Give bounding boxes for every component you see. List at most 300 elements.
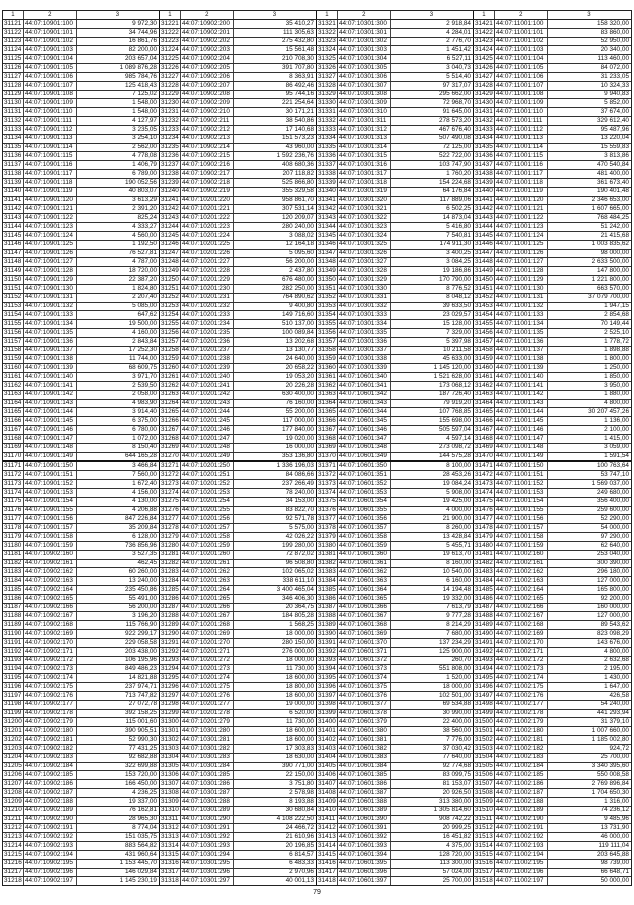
cadastral-number: 44:07:10301:286	[181, 780, 234, 788]
value-cell: 40 001,13	[234, 877, 317, 885]
value-cell: 19 425,00	[391, 498, 474, 506]
row-number: 31356	[317, 329, 338, 337]
cadastral-number: 44:07:11002:185	[495, 771, 548, 779]
cadastral-number: 44:07:10201:234	[181, 320, 234, 328]
row-number: 31124	[3, 46, 24, 54]
table-row	[3, 223, 631, 232]
value-cell: 1 800,00	[604, 355, 629, 363]
cadastral-number: 44:07:10201:269	[181, 630, 234, 638]
table-row	[3, 364, 631, 373]
row-number: 31408	[317, 789, 338, 797]
row-number: 31489	[474, 621, 495, 629]
value-cell: 4 156,00	[77, 489, 160, 497]
row-number: 31517	[474, 869, 495, 877]
row-number: 31203	[3, 745, 24, 753]
row-number: 31458	[474, 347, 495, 355]
row-number: 31156	[3, 329, 24, 337]
row-number: 31427	[474, 73, 495, 81]
cadastral-number: 44:07:10201:251	[181, 471, 234, 479]
row-number: 31291	[160, 639, 181, 647]
row-number: 31235	[160, 144, 181, 152]
cadastral-number: 44:07:10601:381	[338, 736, 391, 744]
cadastral-number: 44:07:10901:137	[24, 347, 77, 355]
cadastral-number: 44:07:10901:103	[24, 46, 77, 54]
row-number: 31386	[317, 595, 338, 603]
value-cell: 28 453,26	[391, 471, 474, 479]
row-number: 31481	[474, 551, 495, 559]
value-cell: 143 676,00	[597, 638, 629, 646]
row-number: 31334	[317, 135, 338, 143]
cadastral-number: 44:07:10902:187	[24, 789, 77, 797]
row-number: 31431	[474, 108, 495, 116]
row-number: 31277	[160, 515, 181, 523]
value-cell: 8 048,12	[391, 294, 474, 302]
cadastral-number: 44:07:10201:223	[181, 223, 234, 231]
value-cell: 1 336 196,03	[234, 462, 317, 470]
row-number: 31365	[317, 408, 338, 416]
row-number: 31266	[160, 417, 181, 425]
cadastral-number: 44:07:10901:112	[24, 126, 77, 134]
cadastral-number: 44:07:10901:117	[24, 170, 77, 178]
cadastral-number: 44:07:11002:184	[495, 763, 548, 771]
table-row	[3, 152, 631, 161]
row-number: 31248	[160, 258, 181, 266]
value-cell: 19 337,00	[77, 798, 160, 806]
value-cell: 1 305 814,60	[391, 807, 474, 815]
cadastral-number: 44:07:10902:204	[181, 55, 234, 63]
table-row	[3, 586, 631, 595]
value-cell: 5 397,98	[391, 338, 474, 346]
cadastral-number: 44:07:10902:211	[181, 117, 234, 125]
value-cell: 125 418,43	[77, 82, 160, 90]
cadastral-number: 44:07:11001:134	[495, 320, 548, 328]
row-number: 31253	[160, 303, 181, 311]
cadastral-number: 44:07:10901:102	[24, 38, 77, 46]
table-row	[3, 144, 631, 153]
cadastral-number: 44:07:10901:158	[24, 533, 77, 541]
table-row	[3, 453, 631, 463]
row-number: 31286	[160, 595, 181, 603]
cadastral-number: 44:07:10601:397	[338, 877, 391, 885]
value-cell: 119 111,04	[598, 842, 629, 849]
value-cell: 4 560,00	[77, 232, 160, 240]
value-cell: 21 610,96	[234, 833, 317, 841]
table-row	[3, 621, 631, 630]
row-number: 31395	[317, 674, 338, 682]
cadastral-number: 44:07:10201:243	[181, 400, 234, 408]
row-number: 31361	[317, 373, 338, 381]
row-number: 31381	[317, 551, 338, 559]
header-cell: 2	[181, 11, 234, 19]
row-number: 31339	[317, 179, 338, 187]
value-cell: 160 000,00	[597, 603, 629, 611]
value-cell: 22 387,20	[77, 276, 160, 284]
cadastral-number: 44:07:10902:209	[181, 99, 234, 107]
row-number: 31444	[474, 223, 495, 231]
value-cell: 2 100,00	[604, 426, 629, 433]
row-number: 31507	[474, 780, 495, 788]
row-number: 31193	[3, 657, 24, 665]
value-cell: 25 700,00	[391, 877, 474, 885]
value-cell: 40 803,07	[77, 188, 160, 196]
value-cell: 82 200,00	[77, 46, 160, 54]
value-cell: 77 640,00	[391, 754, 474, 762]
cadastral-number: 44:07:10301:315	[338, 152, 391, 160]
value-cell: 2 769 896,84	[591, 780, 629, 787]
value-cell: 2 918,84	[391, 20, 474, 28]
table-row	[3, 126, 631, 135]
row-number: 31247	[160, 250, 181, 258]
row-number: 31257	[160, 338, 181, 346]
value-cell: 5 085,00	[77, 303, 160, 311]
value-cell: 4 333,27	[77, 223, 160, 231]
value-cell: 1 136,00	[604, 417, 629, 424]
cadastral-number: 44:07:11001:110	[495, 108, 548, 116]
table-row	[3, 877, 631, 885]
value-cell: 35 410,27	[234, 20, 317, 28]
cadastral-number: 44:07:10201:275	[181, 683, 234, 691]
value-cell: 275 432,80	[234, 38, 317, 46]
cadastral-number: 44:07:11002:192	[495, 833, 548, 841]
cadastral-number: 44:07:10201:242	[181, 391, 234, 399]
value-cell: 985 784,76	[77, 73, 160, 81]
row-number: 31170	[3, 453, 24, 461]
value-cell: 30 990,00	[391, 710, 474, 718]
value-cell: 5 852,00	[604, 99, 629, 107]
table-row	[3, 46, 631, 55]
value-cell: 144 575,28	[391, 453, 474, 461]
value-cell: 37 079 700,00	[588, 293, 629, 301]
value-cell: 8 160,00	[391, 560, 474, 568]
cadastral-number: 44:07:10902:164	[24, 586, 77, 594]
value-cell: 958 861,70	[234, 197, 317, 205]
cadastral-number: 44:07:10901:115	[24, 152, 77, 160]
value-cell: 507 490,08	[391, 135, 474, 143]
value-cell: 282 250,00	[234, 285, 317, 293]
value-cell: 260,70	[391, 657, 474, 665]
value-cell: 18 600,00	[234, 736, 317, 744]
value-cell: 10 324,33	[600, 81, 629, 89]
value-cell: 4 778,08	[77, 152, 160, 160]
row-number: 31332	[317, 117, 338, 125]
row-number: 31492	[474, 648, 495, 656]
row-number: 31312	[160, 824, 181, 832]
row-number: 31181	[3, 551, 24, 559]
header-cell: 3	[587, 12, 591, 18]
cadastral-number: 44:07:10901:159	[24, 542, 77, 550]
cadastral-number: 44:07:11002:187	[495, 789, 548, 797]
cadastral-number: 44:07:11001:157	[495, 524, 548, 532]
table-row	[3, 250, 631, 259]
row-number: 31485	[474, 586, 495, 594]
row-number: 31128	[3, 82, 24, 90]
value-cell: 1 406,79	[77, 161, 160, 169]
row-number: 31288	[160, 612, 181, 620]
value-cell: 174 911,30	[391, 241, 474, 249]
cadastral-number: 44:07:10902:177	[24, 701, 77, 709]
cadastral-number: 44:07:10901:109	[24, 99, 77, 107]
value-cell: 630 400,00	[234, 391, 317, 399]
value-cell: 34 744,96	[77, 29, 160, 37]
cadastral-number: 44:07:10301:305	[338, 64, 391, 72]
row-number: 31470	[474, 453, 495, 461]
table-row	[3, 736, 631, 745]
table-row	[3, 710, 631, 719]
table-row	[3, 435, 631, 444]
value-cell: 3 950,00	[604, 381, 629, 389]
cadastral-number: 44:07:10901:122	[24, 214, 77, 222]
cadastral-number: 44:07:10901:153	[24, 489, 77, 497]
value-cell: 210 708,30	[234, 55, 317, 63]
cadastral-number: 44:07:10902:210	[181, 108, 234, 116]
value-cell: 353 136,80	[234, 453, 317, 461]
value-cell: 550 008,58	[597, 771, 629, 779]
row-number: 31439	[474, 179, 495, 187]
value-cell: 107 768,85	[391, 408, 474, 416]
ledger-table	[2, 10, 632, 886]
row-number: 31138	[3, 170, 24, 178]
row-number: 31243	[160, 214, 181, 222]
cadastral-number: 44:07:11001:130	[495, 285, 548, 293]
value-cell: 199 280,00	[234, 542, 317, 550]
table-row	[3, 320, 631, 329]
row-number: 31462	[474, 382, 495, 390]
cadastral-number: 44:07:11001:132	[495, 303, 548, 311]
value-cell: 38 540,86	[234, 117, 317, 125]
value-cell: 72 872,02	[234, 551, 317, 559]
cadastral-number: 44:07:10902:174	[24, 674, 77, 682]
row-number: 31289	[160, 621, 181, 629]
row-number: 31359	[317, 355, 338, 363]
value-cell: 1 072,00	[77, 435, 160, 443]
value-cell: 1 548,00	[77, 108, 160, 116]
row-number: 31125	[3, 55, 24, 63]
cadastral-number: 44:07:10301:296	[181, 869, 234, 877]
cadastral-number: 44:07:10301:333	[338, 311, 391, 319]
cadastral-number: 44:07:10301:334	[338, 320, 391, 328]
cadastral-number: 44:07:11001:138	[495, 355, 548, 363]
cadastral-number: 44:07:10201:229	[181, 276, 234, 284]
value-cell: 1 568,25	[234, 621, 317, 629]
cadastral-number: 44:07:10601:361	[338, 560, 391, 568]
value-cell: 18 000,00	[391, 683, 474, 691]
row-number: 31280	[160, 542, 181, 550]
value-cell: 2 632,68	[604, 656, 629, 664]
value-cell: 713 747,82	[77, 692, 160, 700]
value-cell: 6 502,25	[391, 205, 474, 213]
row-number: 31168	[3, 435, 24, 443]
row-number: 31292	[160, 648, 181, 656]
row-number: 31208	[3, 789, 24, 797]
row-number: 31383	[317, 568, 338, 576]
cadastral-number: 44:07:11002:182	[495, 745, 548, 753]
value-cell: 8 150,40	[77, 444, 160, 452]
cadastral-number: 44:07:11001:146	[495, 426, 548, 434]
cadastral-number: 44:07:11002:162	[495, 568, 548, 576]
table-row	[3, 64, 631, 73]
row-number: 31169	[3, 444, 24, 452]
row-number: 31471	[474, 462, 495, 470]
value-cell: 17 252,30	[77, 347, 160, 355]
value-cell: 3 196,20	[77, 612, 160, 620]
value-cell: 13 240,00	[77, 577, 160, 585]
cadastral-number: 44:07:10902:162	[24, 568, 77, 576]
cadastral-number: 44:07:10902:202	[181, 38, 234, 46]
cadastral-number: 44:07:11001:154	[495, 498, 548, 506]
cadastral-number: 44:07:10301:280	[181, 727, 234, 735]
value-cell: 237 266,49	[234, 480, 317, 488]
row-number: 31273	[160, 480, 181, 488]
row-number: 31202	[3, 736, 24, 744]
cadastral-number: 44:07:10902:208	[181, 91, 234, 99]
cadastral-number: 44:07:11001:140	[495, 373, 548, 381]
cadastral-number: 44:07:10601:369	[338, 630, 391, 638]
cadastral-number: 44:07:11001:123	[495, 223, 548, 231]
cadastral-number: 44:07:11001:115	[495, 152, 548, 160]
cadastral-number: 44:07:10201:253	[181, 489, 234, 497]
cadastral-number: 44:07:10601:345	[338, 417, 391, 425]
header-cell: 2	[24, 11, 77, 19]
cadastral-number: 44:07:11002:171	[495, 648, 548, 656]
row-number: 31466	[474, 417, 495, 425]
row-number: 31161	[3, 373, 24, 381]
value-cell: 76 162,81	[77, 807, 160, 815]
cadastral-number: 44:07:10902:205	[181, 64, 234, 72]
value-cell: 1 592 236,76	[234, 152, 317, 160]
table-row	[3, 108, 631, 117]
cadastral-number: 44:07:11002:165	[495, 595, 548, 603]
value-cell: 346 406,30	[234, 595, 317, 603]
cadastral-number: 44:07:10201:276	[181, 692, 234, 700]
cadastral-number: 44:07:10301:291	[181, 824, 234, 832]
row-number: 31129	[3, 91, 24, 99]
cadastral-number: 44:07:10902:169	[24, 630, 77, 638]
value-cell: 7 540,81	[391, 232, 474, 240]
cadastral-number: 44:07:11001:107	[495, 82, 548, 90]
table-row	[3, 727, 631, 736]
row-number: 31218	[3, 877, 24, 885]
cadastral-number: 44:07:10601:373	[338, 665, 391, 673]
cadastral-number: 44:07:11001:126	[495, 250, 548, 258]
row-number: 31486	[474, 595, 495, 603]
value-cell: 19 500,00	[77, 320, 160, 328]
cadastral-number: 44:07:11002:179	[495, 718, 548, 726]
value-cell: 92 200,00	[600, 594, 629, 602]
row-number: 31149	[3, 267, 24, 275]
cadastral-number: 44:07:10601:371	[338, 648, 391, 656]
row-number: 31159	[3, 355, 24, 363]
table-row	[3, 29, 631, 38]
row-number: 31201	[3, 727, 24, 735]
cadastral-number: 44:07:11001:145	[495, 417, 548, 425]
row-number: 31132	[3, 117, 24, 125]
value-cell: 235 450,86	[77, 586, 160, 594]
value-cell: 14 821,88	[77, 674, 160, 682]
table-row	[3, 754, 631, 763]
value-cell: 6 780,00	[77, 426, 160, 434]
cadastral-number: 44:07:10902:170	[24, 639, 77, 647]
value-cell: 18 600,00	[234, 674, 317, 682]
value-cell: 42 026,22	[234, 533, 317, 541]
row-number: 31210	[3, 807, 24, 815]
value-cell: 76 527,81	[77, 250, 160, 258]
cadastral-number: 44:07:10902:179	[24, 718, 77, 726]
row-number: 31160	[3, 364, 24, 372]
cadastral-number: 44:07:10601:372	[338, 657, 391, 665]
row-number: 31390	[317, 630, 338, 638]
value-cell: 20 658,22	[234, 364, 317, 372]
cadastral-number: 44:07:11001:153	[495, 489, 548, 497]
value-cell: 146 029,84	[77, 869, 160, 877]
value-cell: 392 158,25	[77, 710, 160, 718]
value-cell: 1 415,00	[604, 434, 629, 442]
value-cell: 46 000,00	[600, 833, 629, 840]
cadastral-number: 44:07:11002:174	[495, 674, 548, 682]
value-cell: 84 086,66	[234, 471, 317, 479]
value-cell: 20 196,85	[234, 842, 317, 850]
value-cell: 19 332,00	[391, 595, 474, 603]
cadastral-number: 44:07:11001:143	[495, 400, 548, 408]
row-number: 31516	[474, 860, 495, 868]
table-row	[3, 833, 631, 842]
value-cell: 1 880,00	[604, 390, 629, 398]
table-row	[3, 417, 631, 426]
value-cell: 13 731,90	[600, 824, 629, 832]
row-number: 31150	[3, 276, 24, 284]
value-cell: 19 020,00	[234, 435, 317, 443]
value-cell: 924,72	[609, 744, 629, 752]
table-row	[3, 533, 631, 542]
value-cell: 111 305,63	[234, 29, 317, 37]
value-cell: 102 501,00	[391, 692, 474, 700]
row-number: 31321	[317, 20, 338, 28]
row-number: 31329	[317, 91, 338, 99]
value-cell: 120 209,07	[234, 214, 317, 222]
cadastral-number: 44:07:10901:151	[24, 471, 77, 479]
cadastral-number: 44:07:10601:348	[338, 444, 391, 452]
value-cell: 43 960,00	[234, 144, 317, 152]
value-cell: 62 640,00	[600, 541, 629, 549]
cadastral-number: 44:07:11001:103	[495, 46, 548, 54]
row-number: 31363	[317, 391, 338, 399]
row-number: 31302	[160, 736, 181, 744]
row-number: 31135	[3, 144, 24, 152]
row-number: 31152	[3, 294, 24, 302]
value-cell: 203 645,88	[597, 850, 629, 858]
cadastral-number: 44:07:10301:287	[181, 789, 234, 797]
value-cell: 4 236,25	[77, 789, 160, 797]
cadastral-number: 44:07:10901:126	[24, 250, 77, 258]
value-cell: 1 704 650,30	[591, 789, 629, 796]
table-row	[3, 38, 631, 47]
cadastral-number: 44:07:10601:364	[338, 586, 391, 594]
value-cell: 96 508,80	[234, 560, 317, 568]
value-cell: 18 000,00	[234, 630, 317, 638]
value-cell: 19 613,70	[391, 551, 474, 559]
table-row	[3, 507, 631, 516]
row-number: 31234	[160, 135, 181, 143]
row-number: 31413	[317, 833, 338, 841]
row-number: 31238	[160, 170, 181, 178]
row-number: 31479	[474, 533, 495, 541]
row-number: 31123	[3, 38, 24, 46]
row-number: 31137	[3, 161, 24, 169]
value-cell: 823 098,29	[597, 630, 629, 637]
cadastral-number: 44:07:10601:349	[338, 453, 391, 461]
row-number: 31487	[474, 604, 495, 612]
value-cell: 74 236,12	[600, 806, 629, 814]
row-number: 31501	[474, 727, 495, 735]
